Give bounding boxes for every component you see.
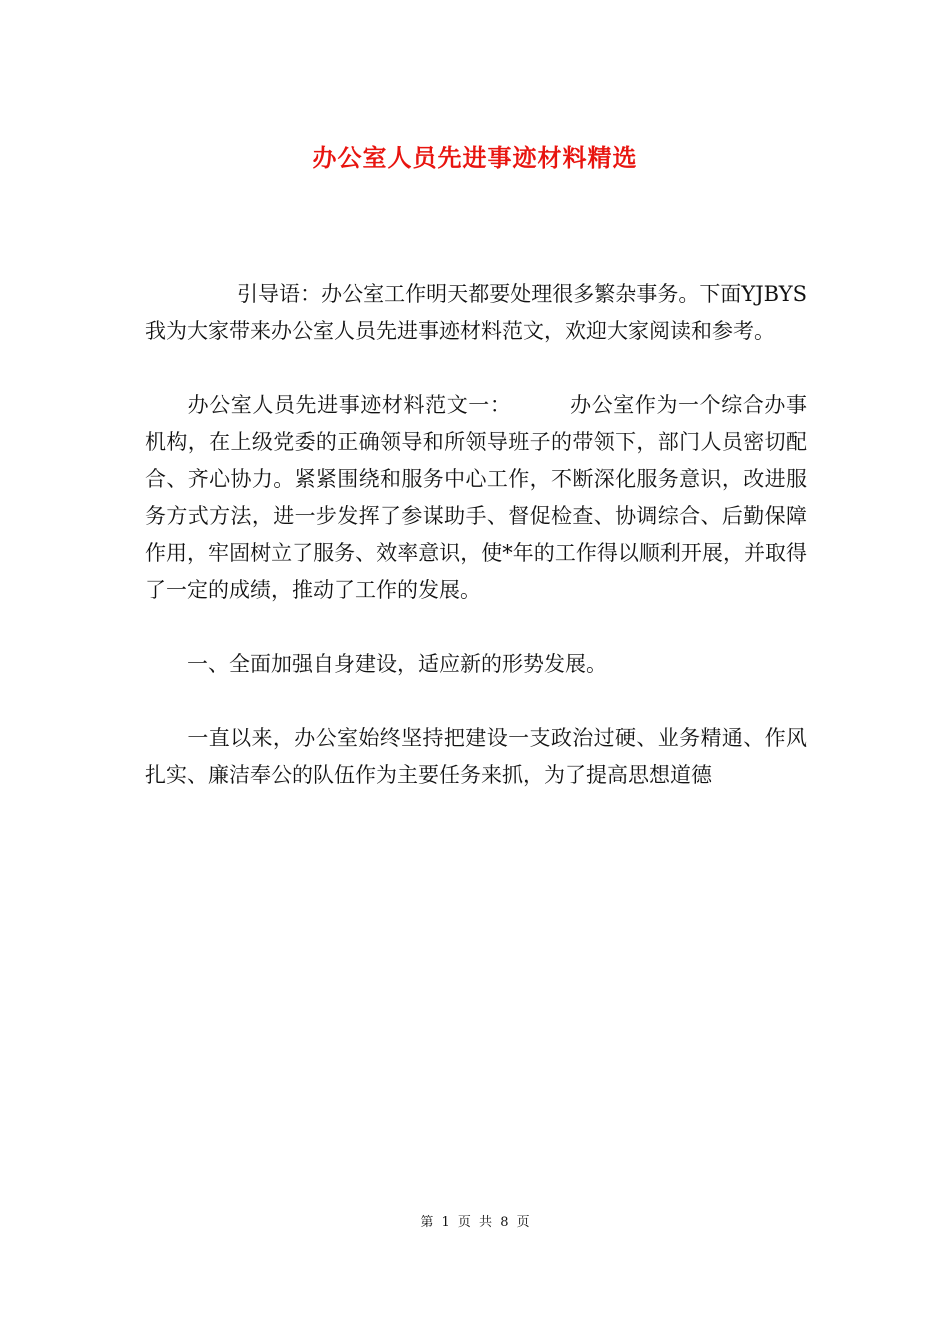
intro-paragraph [145,276,807,350]
document-title: 办公室人员先进事迹材料精选 [312,143,638,172]
sample-one-heading: 办公室人员先进事迹材料范文一： [187,393,512,417]
body-paragraph [145,720,807,794]
body-text: 一直以来，办公室始终坚持把建设一支政治过硬、业务精通、作风扎实、廉洁奉公的队伍作为主要任务来抓，为了提高思想道德 [145,726,807,787]
intro-text: 引导语：办公室工作明天都要处理很多繁杂事务。下面YJBYS我为大家带来办公室人员先进事迹材料范文，欢迎大家阅读和参考。 [145,282,807,343]
section-heading: 一、全面加强自身建设，适应新的形势发展。 [187,652,607,676]
sample-one-text: 办公室作为一个综合办事机构，在上级党委的正确领导和所领导班子的带领下，部门人员密切配合、齐心协力。紧紧围绕和服务中心工作，不断深化服务意识，改进服务方式方法，进一步发挥了参谋助手、督促检查、协调综合、后勤保障作用，牢固树立了服务、效率意识，使*年的工作得以顺利开展，并取得了一定的成绩，推动了工作的发展。 [145,393,808,602]
sample-one-paragraph [145,387,807,609]
document-body [145,276,807,831]
page-footer: 第 1 页 共 8 页 [420,1215,530,1230]
section-heading-paragraph [145,646,807,683]
